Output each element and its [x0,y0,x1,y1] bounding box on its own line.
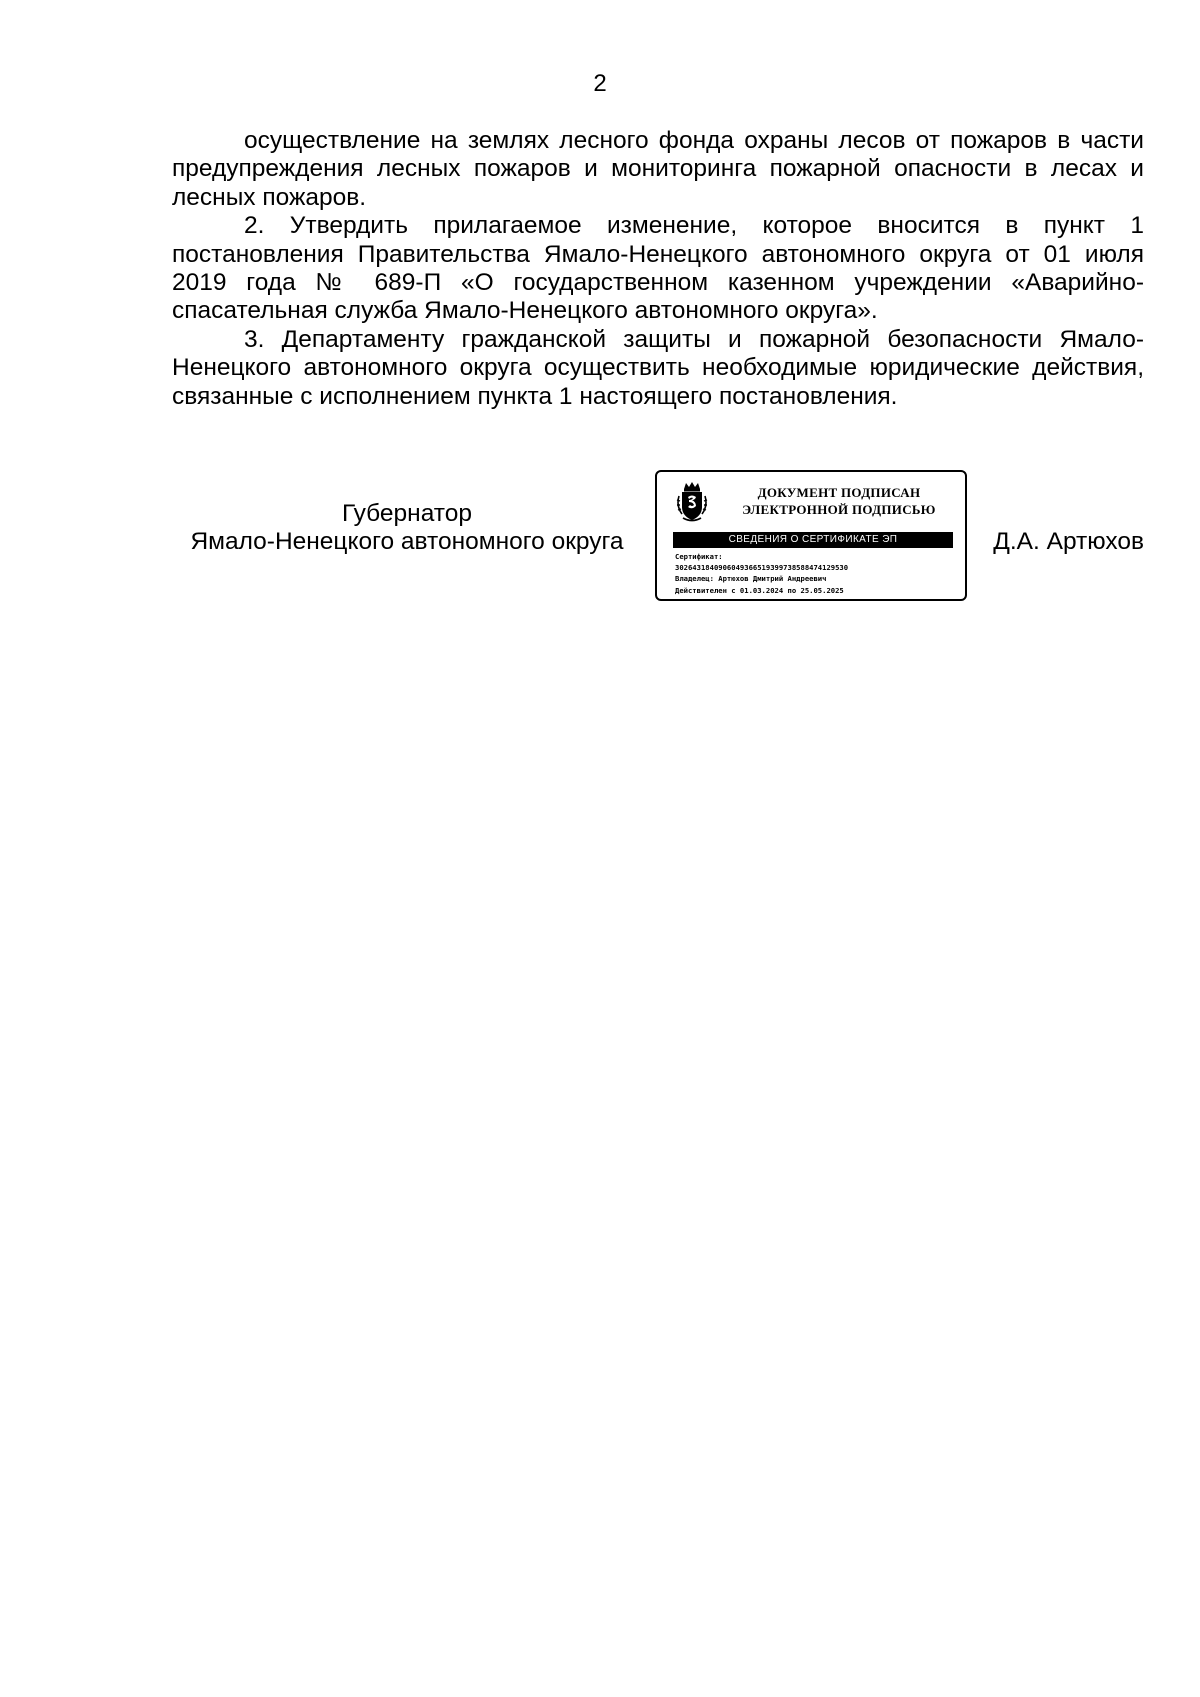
certificate-info-bar: СВЕДЕНИЯ О СЕРТИФИКАТЕ ЭП [673,532,953,548]
stamp-title-line-2: ЭЛЕКТРОННОЙ ПОДПИСЬЮ [742,502,936,517]
electronic-signature-stamp [655,470,967,601]
document-body [172,127,1144,411]
paragraph-3: 3. Департаменту гражданской защиты и пожарной безопасности Ямало-Ненецкого автономного округа осуществить необходимые юридические действия, связанные с исполнением пункта 1 настоящего постановления. [172,325,1144,410]
certificate-label: Сертификат: [675,552,723,561]
paragraph-2: 2. Утвердить прилагаемое изменение, которое вносится в пункт 1 постановления Правительства Ямало-Ненецкого автономного округа от 01 июля 2019 года № 689-П «О государственном казенном учреждении «Аварийно-спасательная служба Ямало-Ненецкого автономного округа». [172,212,1144,325]
yamal-coat-of-arms-icon [671,480,713,524]
signatory-name: Д.А. Артюхов [993,528,1144,555]
signatory-region: Ямало-Ненецкого автономного округа [190,528,624,556]
certificate-owner: Владелец: Артюхов Дмитрий Андреевич [675,574,827,584]
stamp-title-line-1: ДОКУМЕНТ ПОДПИСАН [757,485,921,500]
signatory-position [172,500,642,557]
paragraph-1-continuation: осуществление на землях лесного фонда охраны лесов от пожаров в части предупреждения лесных пожаров и мониторинга пожарной опасности в лесах и лесных пожаров. [172,127,1144,211]
signatory-title: Губернатор [342,500,472,527]
certificate-details [675,551,960,596]
stamp-title [719,484,959,518]
certificate-number: 3026431840906049366519399738588474129530 [675,563,849,573]
certificate-validity: Действителен с 01.03.2024 по 25.05.2025 [675,585,844,595]
page-number: 2 [593,70,607,97]
